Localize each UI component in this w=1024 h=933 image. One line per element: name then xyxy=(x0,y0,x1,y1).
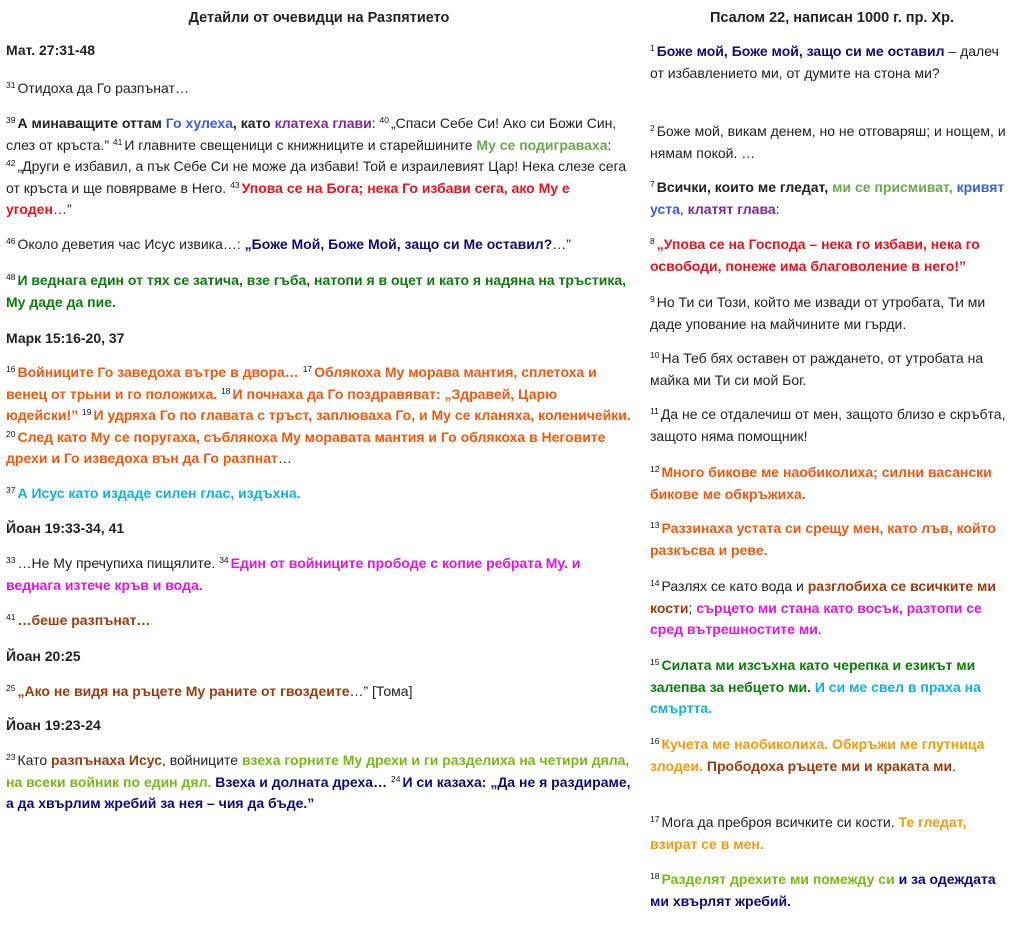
verse-text: И почнаха да Го поздравяват: „Здравей, Царю юдейски!” xyxy=(6,385,558,423)
verse-text: Облякоха Му морава мантия, сплетоха и венец от трьни и го положиха. xyxy=(6,364,597,402)
verse-text: Те гледат, взират се в мен. xyxy=(650,814,967,852)
psalm-verse-14 xyxy=(650,576,1014,641)
verse-text: – далеч от избавлението ми, от думите на стона ми? xyxy=(650,43,999,81)
verse-text: И главните свещеници с книжниците и старейшините xyxy=(124,136,473,153)
verse-number: 9 xyxy=(650,294,655,304)
reference-john-19-23: Йоан 19:23-24 xyxy=(6,717,101,733)
verse-number: 7 xyxy=(650,179,655,189)
verse-text: И си ме свел в праха на смъртта. xyxy=(650,678,981,716)
verse-number: 25 xyxy=(6,683,16,693)
psalm-verse-7 xyxy=(650,177,1014,220)
verse-number: 16 xyxy=(6,364,16,374)
verse-text: разглобиха се всичките ми кости xyxy=(650,578,996,616)
verse-text: Взеха и долната дреха… xyxy=(215,773,388,790)
verse-john-41 xyxy=(6,610,632,632)
verse-text: Около деветия час Исус извика…: xyxy=(17,236,241,252)
psalm-verse-17 xyxy=(650,812,1014,855)
verse-mat-31 xyxy=(6,78,632,100)
verse-number: 11 xyxy=(650,406,659,416)
verse-text: клатеха глави xyxy=(274,115,372,131)
verse-text: След като Му се поругаха, съблякоха Му моравата мантия и Го облякоха в Неговите дрехи и Го изведоха вън да Го разпнат xyxy=(6,428,606,466)
verse-text: . xyxy=(952,757,957,774)
verse-number: 24 xyxy=(390,773,401,784)
verse-number: 23 xyxy=(6,752,16,762)
verse-number: 14 xyxy=(650,578,660,588)
verse-number: 41 xyxy=(6,612,16,622)
verse-text: А минаващите оттам xyxy=(17,115,162,131)
verse-number: 41 xyxy=(112,136,123,147)
reference-john-19-33: Йоан 19:33-34, 41 xyxy=(6,520,125,536)
verse-text: Мога да преброя всичките си кости. xyxy=(661,814,895,830)
verse-text: , като xyxy=(232,115,271,131)
verse-text: , войниците xyxy=(161,752,239,768)
psalm-column xyxy=(650,0,1014,909)
verse-number: 16 xyxy=(650,736,660,746)
verse-text: : xyxy=(607,136,612,153)
psalm-verse-11 xyxy=(650,404,1014,447)
verse-number: 17 xyxy=(302,364,313,374)
verse-text: И удряха Го по главата с тръст, заплюваха Го, и Му се кланяха, коленичейки. xyxy=(93,407,631,423)
verse-text: …” xyxy=(52,201,72,217)
verse-number: 15 xyxy=(650,657,660,667)
verse-text: Да не се отдалечиш от мен, защото близо е скръбта, защото няма помощник! xyxy=(650,406,1006,444)
eyewitness-column xyxy=(6,0,632,811)
verse-text: …” xyxy=(552,236,571,252)
verse-number: 8 xyxy=(650,236,655,246)
psalm-verse-16 xyxy=(650,734,1014,777)
verse-number: 1 xyxy=(650,43,655,53)
verse-text: И веднага един от тях се затича, взе гъба, натопи я в оцет и като я надяна на тръстика, Му даде да пие. xyxy=(6,272,627,310)
verse-number: 18 xyxy=(221,385,231,396)
verse-text: „Други е избавил, а пък Себе Си не може да избави! Той е израилевият Цар! Нека слезе сега от кръста и ще повярваме в Него. xyxy=(6,158,627,196)
verse-text: и за одеждата ми хвърлят жребий. xyxy=(650,871,996,909)
verse-mat-46 xyxy=(6,234,632,256)
verse-number: 18 xyxy=(650,871,660,881)
verse-text: Много бикове ме наобиколиха; силни васански бикове ме обкръжиха. xyxy=(650,464,992,502)
verse-mark-16-20 xyxy=(6,362,632,470)
verse-text: Като xyxy=(17,752,48,768)
verse-text: : xyxy=(775,200,780,217)
verse-text: сърцето ми стана като восък, разтопи се сред вътрешностите ми xyxy=(650,599,982,637)
psalm-column-title: Псалом 22, написан 1000 г. пр. Хр. xyxy=(709,10,955,26)
verse-number: 37 xyxy=(6,485,16,495)
verse-number: 31 xyxy=(6,80,16,90)
psalm-verse-2 xyxy=(650,121,1014,164)
verse-number: 12 xyxy=(650,464,660,474)
verse-text: . xyxy=(817,621,822,637)
verse-text: На Теб бях оставен от раждането, от утробата на майка ми Ти си мой Бог. xyxy=(650,350,984,388)
verse-text: клатят глава xyxy=(687,200,776,217)
verse-text: „Боже Мой, Боже Мой, защо си Ме оставил? xyxy=(244,236,553,252)
verse-number: 43 xyxy=(230,179,240,190)
verse-number: 39 xyxy=(6,115,16,125)
verse-text: „Ако не видя на ръцете Му раните от гвоздеите xyxy=(17,683,350,699)
psalm-verse-1 xyxy=(650,41,1014,84)
verse-text: кривят уста xyxy=(650,179,1005,217)
verse-number: 20 xyxy=(6,428,16,439)
psalm-verse-13 xyxy=(650,518,1014,561)
reference-mark: Марк 15:16-20, 37 xyxy=(6,330,125,346)
verse-text: Но Ти си Този, който ме извади от утробата, Ти ми даде упование на майчините ми гърди. xyxy=(650,294,986,332)
verse-text: Разделят дрехите ми помежду си xyxy=(661,871,895,887)
verse-text: Силата ми изсъхна като черепка и езикът ми залепва за небцето ми. xyxy=(650,657,976,695)
verse-mark-37 xyxy=(6,483,632,505)
verse-number: 19 xyxy=(82,407,92,417)
verse-mat-48 xyxy=(6,270,632,313)
verse-number: 42 xyxy=(6,158,16,168)
verse-john-23-24 xyxy=(6,750,632,815)
verse-text: Прободоха ръцете ми и краката ми xyxy=(706,757,953,774)
psalm-verse-8 xyxy=(650,234,1014,277)
verse-text: Разлях се като вода и xyxy=(661,578,804,594)
verse-number: 48 xyxy=(6,272,16,282)
verse-john-33-34 xyxy=(6,553,632,596)
psalm-verse-15 xyxy=(650,655,1014,720)
verse-number: 10 xyxy=(650,350,660,360)
verse-number: 34 xyxy=(219,555,229,565)
verse-number: 33 xyxy=(6,555,16,565)
verse-text: Всички, които ме гледат, xyxy=(656,179,829,195)
psalm-verse-12 xyxy=(650,462,1014,505)
verse-text: „Спаси Себе Си! Ако си Божи Син, слез от кръста.” xyxy=(6,115,617,153)
eyewitness-column-title: Детайли от очевидци на Разпятието xyxy=(188,10,450,26)
verse-text: Раззинаха устата си срещу мен, като лъв, който разкъсва и реве. xyxy=(650,520,996,558)
verse-number: 46 xyxy=(6,236,16,246)
verse-text: ми се присмиват, xyxy=(832,179,953,195)
reference-matthew: Мат. 27:31-48 xyxy=(6,42,96,58)
verse-john-25 xyxy=(6,681,632,703)
psalm-verse-9 xyxy=(650,292,1014,335)
verse-text: …Не Му пречупиха пищялите. xyxy=(17,555,216,571)
verse-number: 13 xyxy=(650,520,660,530)
verse-number: 17 xyxy=(650,814,660,824)
verse-number: 2 xyxy=(650,123,655,133)
verse-text: … xyxy=(277,450,292,466)
verse-text: , xyxy=(679,200,684,217)
psalm-verse-10 xyxy=(650,348,1014,391)
verse-text: Един от войниците прободе с копие ребрата Му. и веднага изтече кръв и вода. xyxy=(6,555,581,593)
verse-text: Отидоха да Го разпънат… xyxy=(17,80,189,96)
verse-text: разпънаха Исус xyxy=(51,752,162,768)
verse-text: „Упова се на Господа – нека го избави, нека го освободи, понеже има благоволение в него!” xyxy=(650,236,980,274)
verse-text: Упова се на Бога; нека Го избави сега, ако Му е угоден xyxy=(6,179,570,217)
reference-john-20-25: Йоан 20:25 xyxy=(6,648,81,664)
verse-mat-39-43 xyxy=(6,113,632,221)
verse-text: И си казаха: „Да не я раздираме, а да хвърлим жребий за нея – чия да бъде.” xyxy=(6,773,631,811)
psalm-verse-18 xyxy=(650,869,1014,912)
verse-text: Кучета ме наобиколиха. Обкръжи ме глутница злодеи. xyxy=(650,736,985,774)
verse-text: Боже мой, Боже мой, защо си ме оставил xyxy=(656,43,945,59)
verse-text: Войниците Го заведоха вътре в двора… xyxy=(17,364,299,380)
verse-text: ; xyxy=(688,599,693,616)
verse-text: : xyxy=(371,115,376,131)
verse-text: …” [Тома] xyxy=(349,683,413,699)
verse-text: А Исус като издаде силен глас, издъхна. xyxy=(17,485,301,501)
verse-number: 40 xyxy=(379,115,390,125)
verse-text: Боже мой, викам денем, но не отговаряш; и нощем, и нямам покой. … xyxy=(650,123,1006,161)
verse-text: …беше разпънат… xyxy=(17,612,151,628)
verse-text: Го хулеха xyxy=(165,115,233,131)
verse-text: Му се подиграваха xyxy=(476,136,608,153)
verse-text: взеха горните Му дрехи и ги разделиха на четири дяла, на всеки войник по един дял. xyxy=(6,752,630,790)
